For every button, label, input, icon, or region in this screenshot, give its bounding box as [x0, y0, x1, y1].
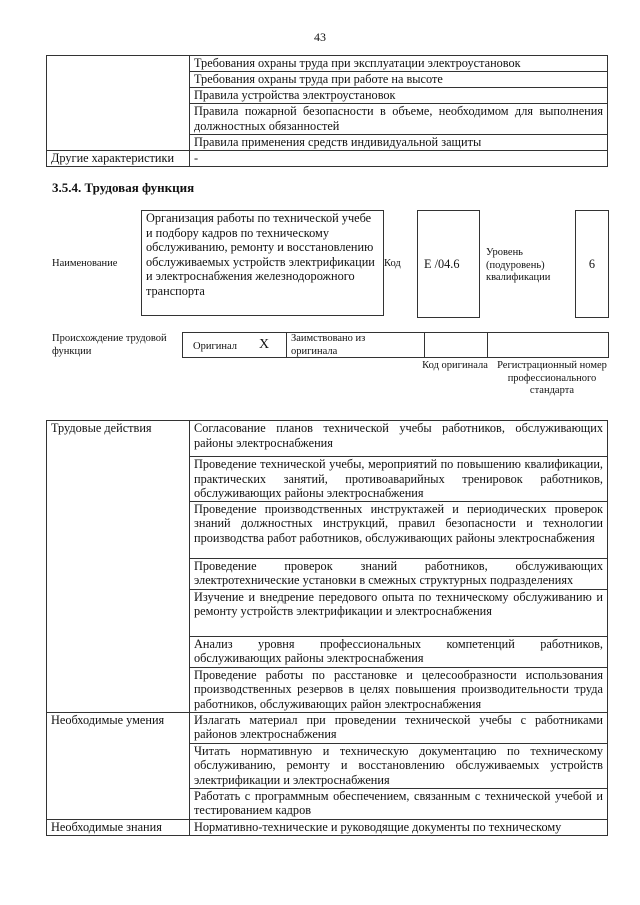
- action-item: Проведение технической учебы, мероприятий по повышению квалификации, практических занятий, противоаварийных тренировок работников, обслуживающих районы электроснабжения: [190, 457, 608, 502]
- skills-label: Необходимые умения: [47, 712, 190, 819]
- requirement-item: Требования охраны труда при работе на высоте: [190, 72, 608, 88]
- requirement-item: Требования охраны труда при эксплуатации электроустановок: [190, 56, 608, 72]
- action-item: Проведение работы по расстановке и целесообразности использования производственных резервов в целях повышения производительности труда работников, обслуживающих район электроснабжения: [190, 667, 608, 712]
- page-number: 43: [314, 30, 326, 44]
- skill-item: Читать нормативную и техническую документацию по техническому обслуживанию, ремонту и восстановлению обслуживаемых устройств электрификации и электроснабжения: [190, 743, 608, 788]
- knowledge-item: Нормативно-технические и руководящие документы по техническому: [190, 819, 608, 835]
- function-name: Организация работы по технической учебе и подбору кадров по техническому обслуживанию, ремонту и восстановлению обслуживаемых устройств электрификации и электроснабжения железнодорожного транспорта: [141, 210, 384, 316]
- empty-cell: [47, 56, 190, 151]
- original-code-label: Код оригинала: [422, 360, 488, 371]
- action-item: Анализ уровня профессиональных компетенций работников, обслуживающих районы электроснабжения: [190, 636, 608, 667]
- origin-label: Происхождение трудовой функции: [52, 333, 167, 357]
- action-item: Проведение производственных инструктажей и периодических проверок знаний должностных инструкций, правил безопасности и технологии производства работ работников, обслуживающих районы электроснабжения: [190, 501, 608, 558]
- requirement-item: Правила применения средств индивидуальной защиты: [190, 135, 608, 151]
- requirement-item: Правила устройства электроустановок: [190, 88, 608, 104]
- level-box: [575, 210, 609, 318]
- level-label: Уровень (подуровень) квалификации: [486, 247, 551, 283]
- code-label: Код: [384, 258, 401, 269]
- skill-item: Работать с программным обеспечением, связанным с технической учебой и тестированием кадров: [190, 788, 608, 819]
- action-item: Изучение и внедрение передового опыта по техническому обслуживанию и ремонту устройств электрификации и электроснабжения: [190, 589, 608, 636]
- reg-number-label: Регистрационный номер профессионального стандарта: [497, 360, 607, 396]
- borrowed-label: Заимствовано из оригинала: [291, 333, 366, 357]
- other-label: Другие характеристики: [47, 151, 190, 167]
- code-box: [417, 210, 480, 318]
- name-label: Наименование: [52, 258, 118, 269]
- knowledge-label: Необходимые знания: [47, 819, 190, 835]
- action-item: Проведение проверок знаний работников, обслуживающих электротехнические установки в смежных структурных подразделениях: [190, 558, 608, 589]
- main-table: [46, 420, 608, 836]
- other-value: -: [190, 151, 608, 167]
- level-value: 6: [588, 257, 596, 271]
- actions-label: Трудовые действия: [47, 421, 190, 713]
- origin-box: [182, 332, 609, 358]
- skill-item: Излагать материал при проведении технической учебы с работниками районов электроснабжения: [190, 712, 608, 743]
- action-item: Согласование планов технической учебы работников, обслуживающих районы электроснабжения: [190, 421, 608, 457]
- code-value: E /04.6: [424, 257, 460, 271]
- requirements-table: [46, 55, 608, 167]
- requirement-item: Правила пожарной безопасности в объеме, необходимом для выполнения должностных обязанностей: [190, 104, 608, 135]
- original-label: Оригинал: [193, 341, 237, 352]
- section-title: 3.5.4. Трудовая функция: [52, 180, 195, 195]
- original-mark: X: [259, 337, 270, 352]
